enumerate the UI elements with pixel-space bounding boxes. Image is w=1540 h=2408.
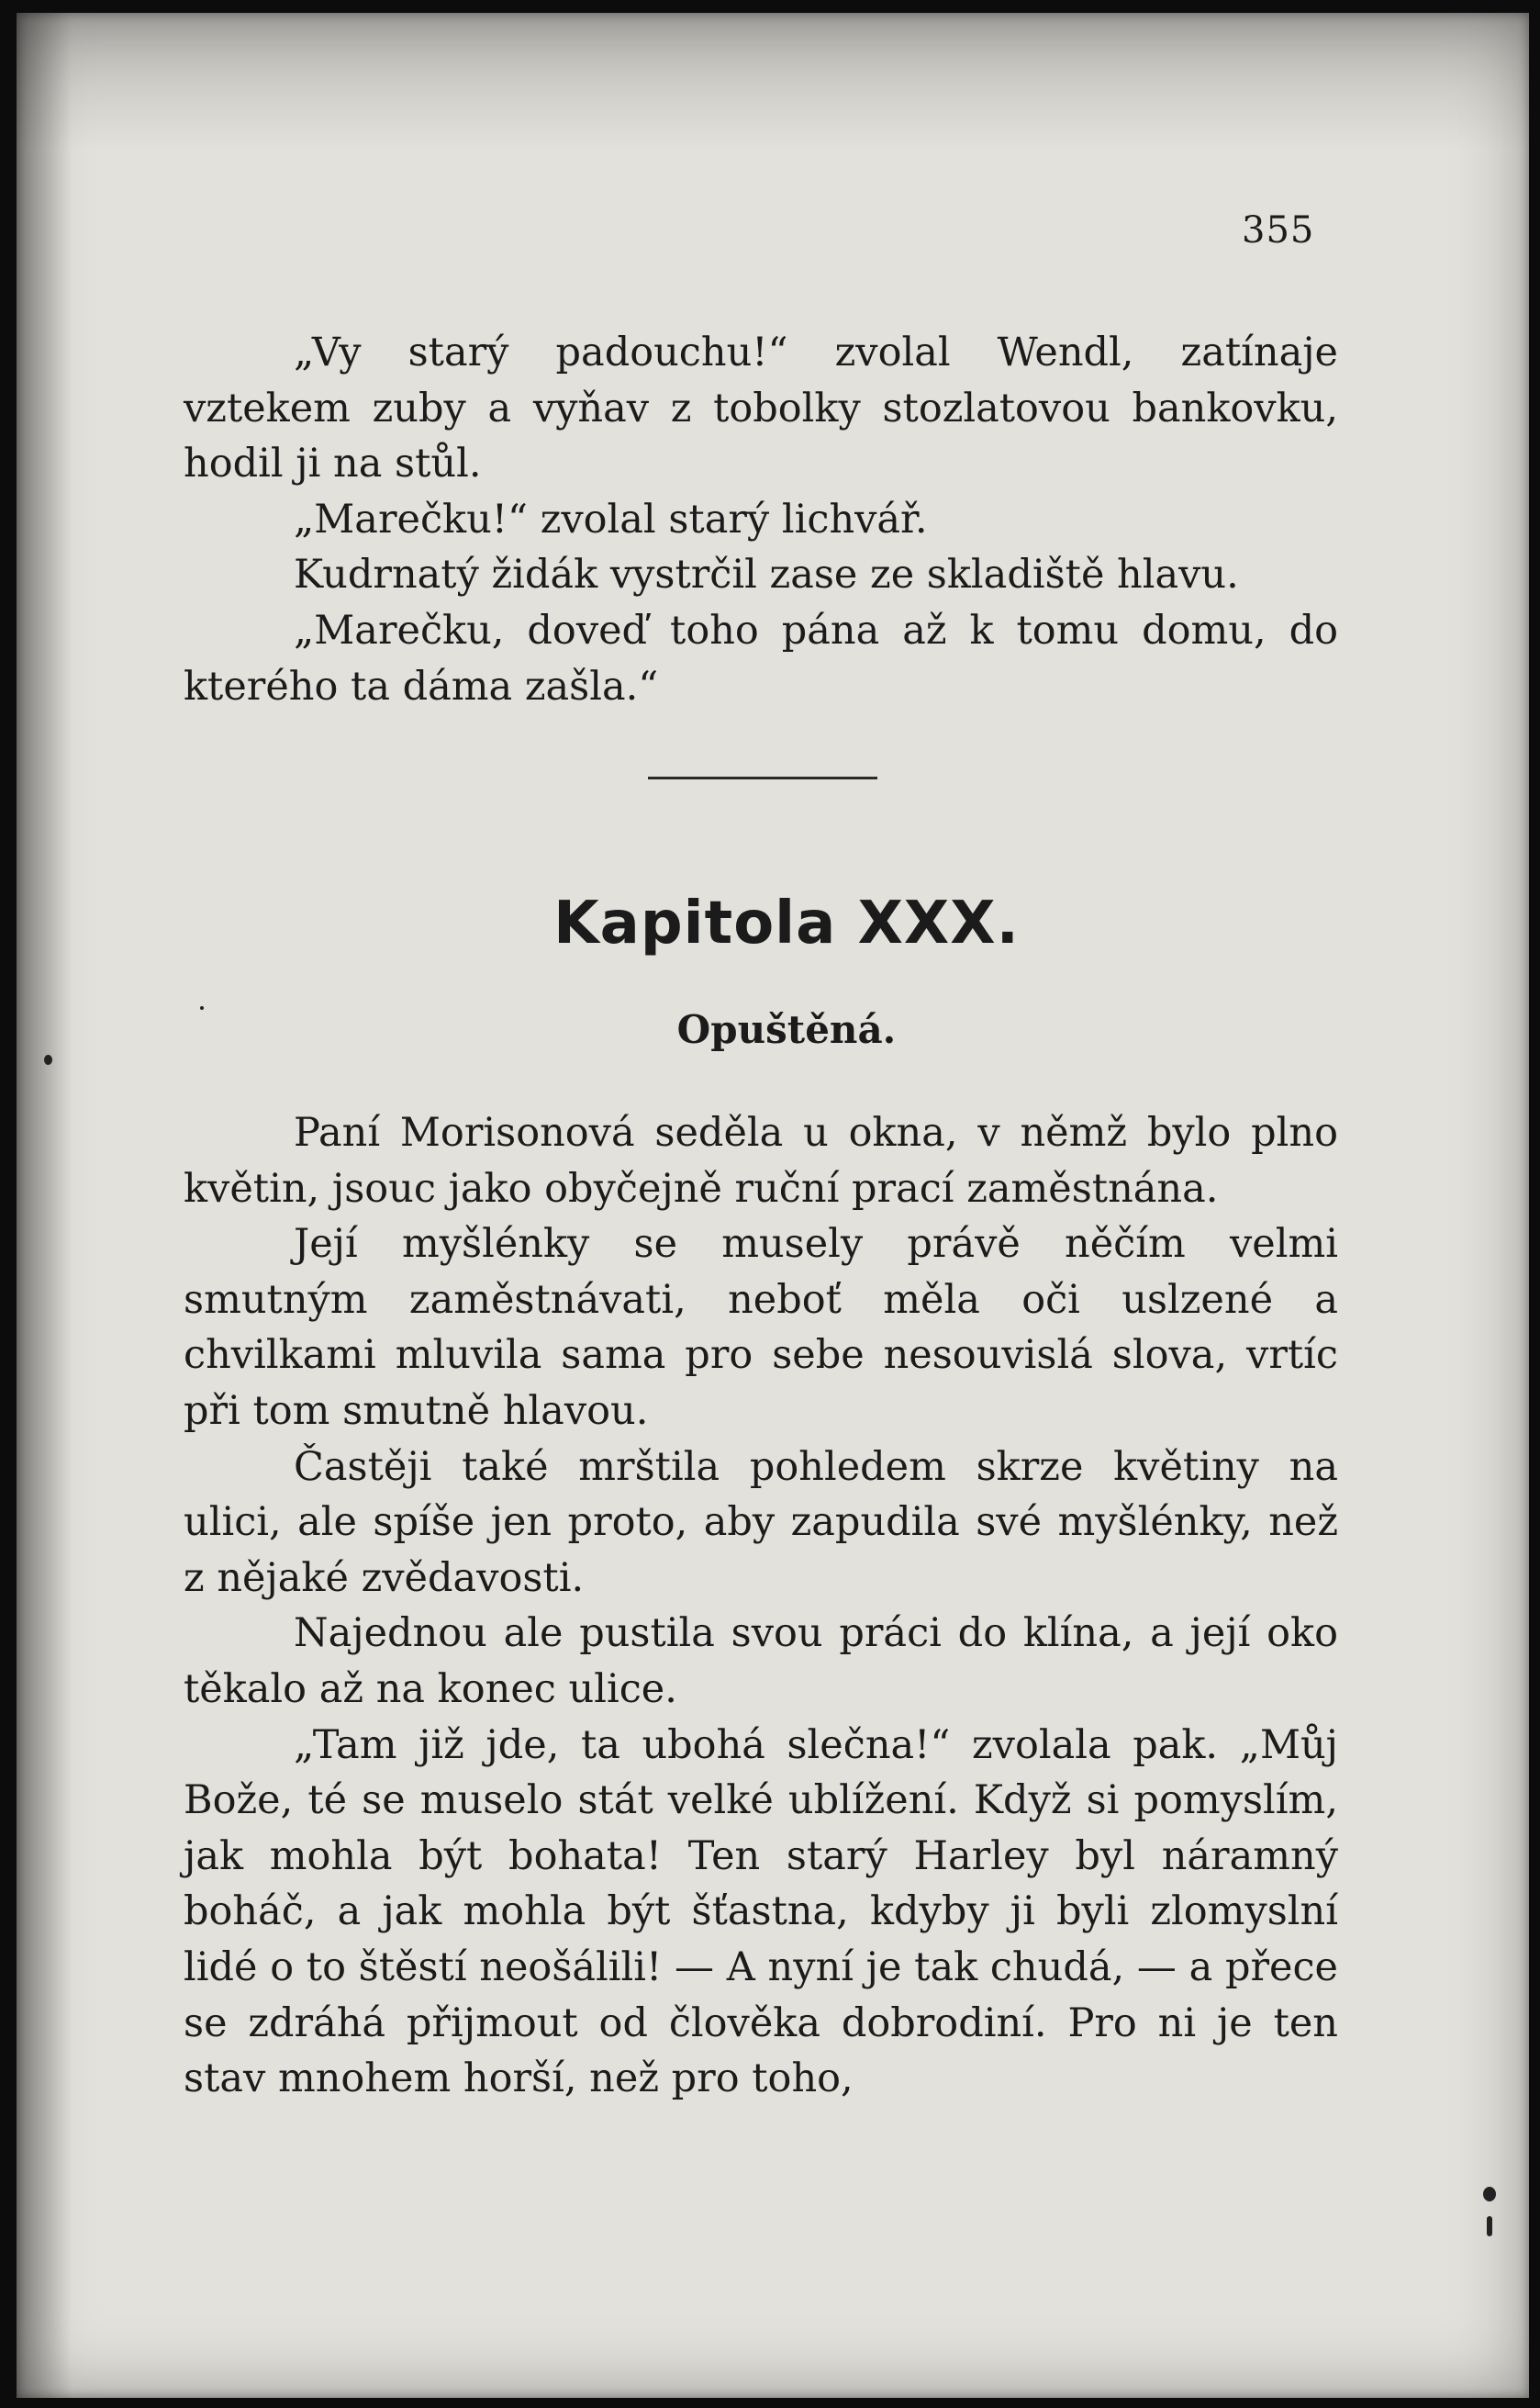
top-shadow	[17, 13, 1529, 151]
paragraph: „Marečku, doveď toho pána až k tomu domu, do kterého ta dáma zašla.“	[184, 607, 1338, 710]
paper-speck	[1487, 2216, 1492, 2236]
book-page	[17, 13, 1529, 2398]
section-divider	[648, 777, 877, 779]
paragraph: Častěji také mrštila pohledem skrze květiny na ulici, ale spíše jen proto, aby zapudila své myšlénky, než z nějaké zvědavosti.	[184, 1443, 1338, 1601]
paragraph: Najednou ale pustila svou práci do klína, a její oko těkalo až na konec ulice.	[184, 1610, 1338, 1712]
text-block-chapter	[184, 1105, 1338, 2107]
paper-speck	[44, 1055, 52, 1065]
paragraph: Kudrnatý židák vystrčil zase ze skladiště hlavu.	[294, 552, 1239, 599]
paragraph: „Tam již jde, ta ubohá slečna!“ zvolala pak. „Můj Bože, té se muselo stát velké ublížení. Když si pomyslím, jak mohla být bohata! Ten starý Harley byl náramný boháč, a jak mohla být šťastna, kdyby ji byli zlomyslní lidé o to štěstí neošálili! — A nyní je tak chudá, — a přece se zdráhá přijmout od člověka dobrodiní. Pro ni je ten stav mnohem horší, než pro toho,	[184, 1721, 1338, 2102]
paragraph: Paní Morisonová seděla u okna, v němž bylo plno květin, jsouc jako obyčejně ruční prací zaměstnána.	[184, 1110, 1338, 1212]
paragraph: „Vy starý padouchu!“ zvolal Wendl, zatínaje vztekem zuby a vyňav z tobolky stozlatovou bankovku, hodil ji na stůl.	[184, 330, 1338, 487]
paper-speck	[1483, 2187, 1496, 2201]
paragraph: „Marečku!“ zvolal starý lichvář.	[294, 496, 928, 543]
paragraph: Její myšlénky se musely právě něčím velmi smutným zaměstnávati, neboť měla oči uslzené a chvilkami mluvila sama pro sebe nesouvislá slova, vrtíc při tom smutně hlavou.	[184, 1221, 1338, 1434]
chapter-heading: Kapitola XXX.	[553, 890, 1020, 958]
text-block-top	[184, 325, 1338, 714]
page-number: 355	[1242, 209, 1315, 252]
paper-speck	[200, 1006, 204, 1010]
chapter-subtitle: Opuštěná.	[676, 1007, 897, 1052]
gutter-shadow	[17, 13, 72, 2398]
